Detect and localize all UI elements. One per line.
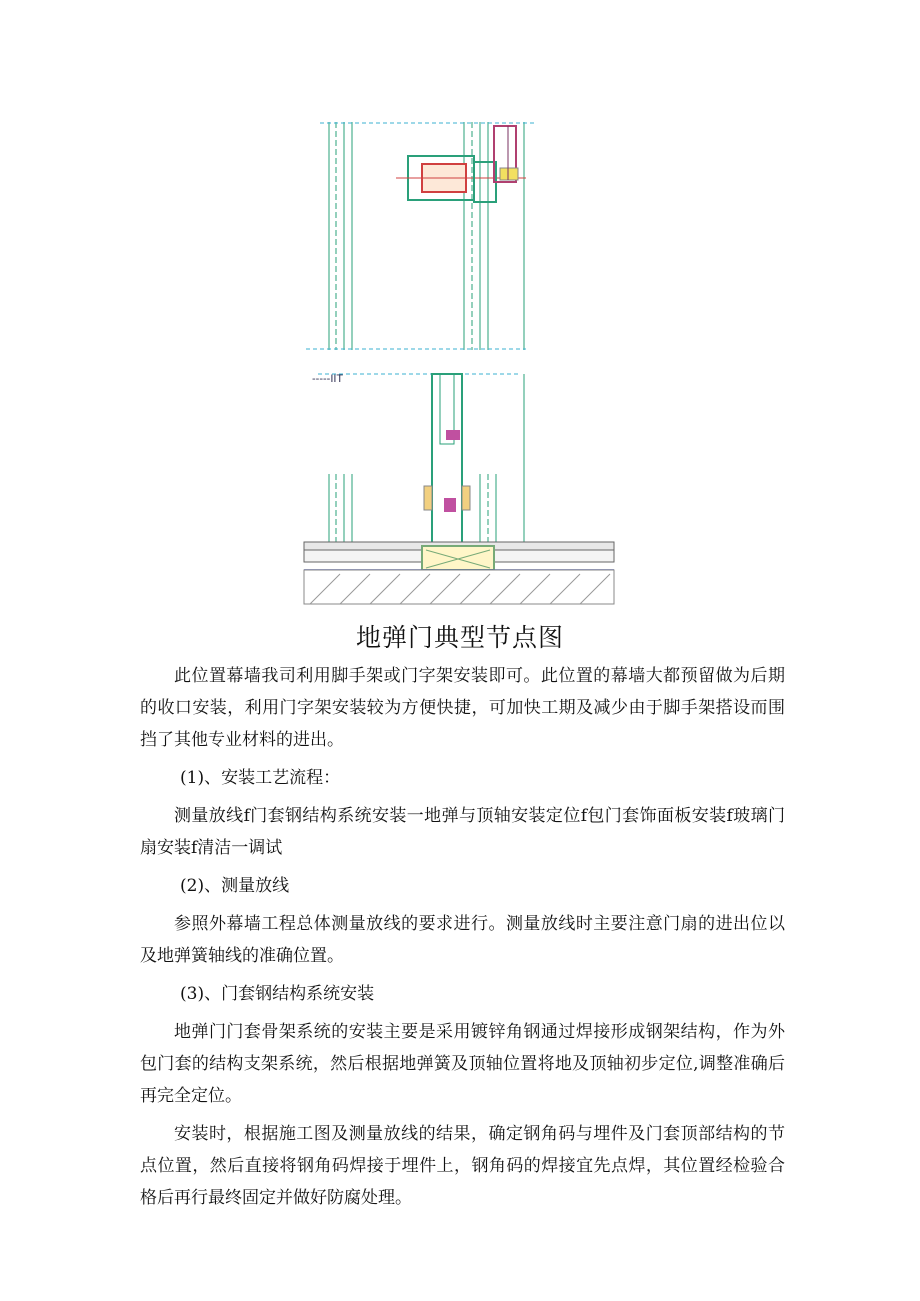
figure-caption: 地弹门典型节点图 (355, 623, 564, 652)
paragraph-survey: 参照外幕墙工程总体测量放线的要求进行。测量放线时主要注意门扇的进出位以及地弹簧轴线的准确位置。 (140, 914, 785, 966)
floor-section (304, 542, 614, 604)
heading-steel: (3)、门套钢结构系统安装 (180, 984, 375, 1004)
node-drawing (296, 118, 618, 610)
paragraph-intro: 此位置幕墙我司利用脚手架或门字架安装即可。此位置的幕墙大都预留做为后期的收口安装，利用门字架安装较为方便快捷，可加快工期及减少由于脚手架搭设而围挡了其他专业材料的进出。 (140, 666, 785, 750)
paragraph-install: 安装时，根据施工图及测量放线的结果，确定钢角码与埋件及门套顶部结构的节点位置，然后直接将钢角码焊接于埋件上，钢角码的焊接宜先点焊，其位置经检验合格后再行最终固定并做好防腐处理。 (140, 1124, 785, 1208)
paragraph-process: 测量放线f门套钢结构系统安装一地弹与顶轴安装定位f包门套饰面板安装f玻璃门扇安装f清洁一调试 (140, 806, 785, 858)
document-body (140, 660, 785, 1220)
cad-drawing-svg (296, 118, 618, 610)
door-leaf (424, 374, 470, 544)
heading-process: (1)、安装工艺流程： (180, 768, 341, 788)
header-detail (396, 126, 526, 202)
paragraph-steel: 地弹门门套骨架系统的安装主要是采用镀锌角钢通过焊接形成钢架结构，作为外包门套的结构支架系统，然后根据地弹簧及顶轴位置将地及顶轴初步定位,调整准确后再完全定位。 (140, 1022, 785, 1106)
drawing-label: -----IIT (312, 373, 344, 385)
lower-frame-lines (318, 374, 524, 548)
heading-survey: (2)、测量放线 (180, 876, 290, 896)
